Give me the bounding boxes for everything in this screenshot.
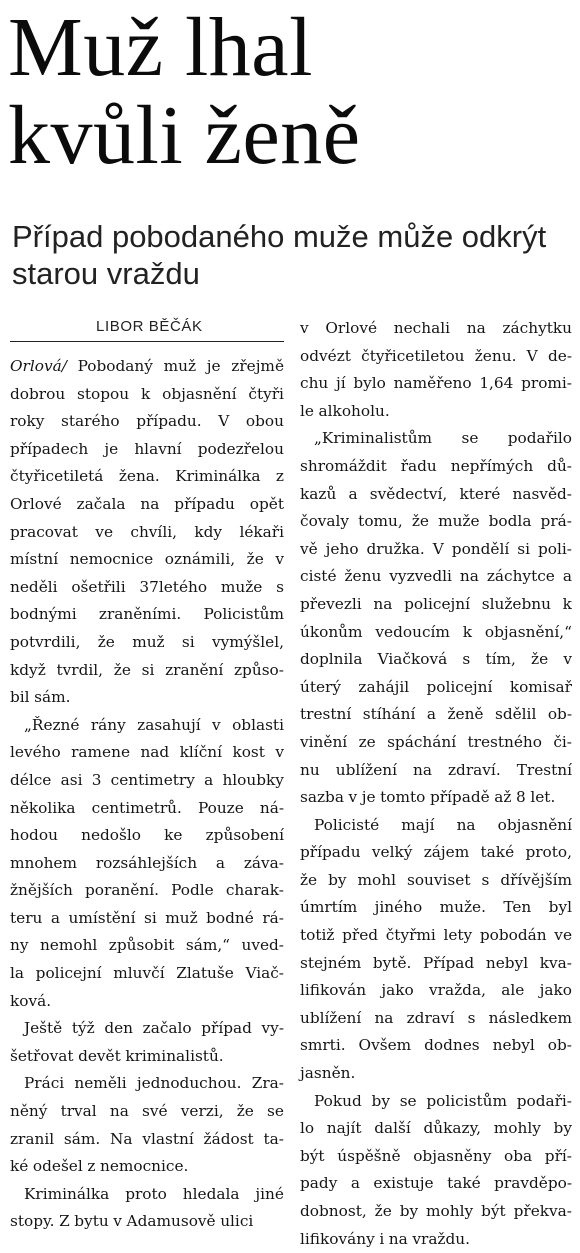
article-line: kazů a svědectví, které nasvěd- [300, 484, 572, 503]
article-line: v Orlové nechali na záchytku [300, 319, 572, 337]
article-line: Ještě týž den začalo případ vy- [24, 1019, 284, 1038]
article-line: cisté ženu vyzvedli na záchytce a [300, 567, 572, 586]
article-line: pracovat ve chvíli, kdy lékaři [10, 522, 284, 541]
article-line: odvézt čtyřicetiletou ženu. V de- [300, 346, 572, 365]
article-line: la policejní mluvčí Zlatuše Viač- [10, 964, 284, 983]
article-line: úterý zahájil policejní komisař [300, 677, 572, 696]
article-line: nu ublížení na zdraví. Trestní [300, 760, 572, 779]
article-line: místní nemocnice oznámili, že v [10, 550, 284, 569]
article-line: trestní stíhání a ženě sdělil ob- [300, 705, 572, 724]
article-line: ny nemohl způsobit sám,“ uved- [10, 936, 284, 955]
article-line: teru a umístění si muž bodné rá- [10, 908, 284, 927]
article-line: žnějších poranění. Podle charak- [10, 881, 284, 900]
article-line: Práci neměli jednoduchou. Zra- [24, 1074, 284, 1093]
article-line: délce asi 3 centimetry a hloubky [10, 770, 284, 789]
headline [8, 1, 568, 182]
article-line: chu jí bylo naměřeno 1,64 promi- [300, 374, 572, 393]
article-line: roky starého případu. V obou [10, 412, 284, 431]
article-line: Orlová/ Pobodaný muž je zřejmě [10, 353, 284, 381]
dateline: Orlová/ [10, 357, 67, 375]
article-line: bodnými zraněními. Policistům [10, 605, 284, 624]
article-line: úmrtím jiného muže. Ten byl [300, 898, 572, 917]
article-column-right [300, 315, 572, 1253]
article-line: několika centimetrů. Pouze ná- [10, 798, 284, 817]
headline-line: Muž lhal [8, 1, 313, 94]
article-line: dobrou stopou k objasnění čtyři [10, 384, 284, 403]
article-line: ublížení na zdraví s následkem [300, 1008, 572, 1027]
article-line: levého ramene nad klíční kost v [10, 743, 284, 762]
article-line: ková. [10, 991, 52, 1010]
article-line: šetřovat devět kriminalistů. [10, 1046, 224, 1065]
article-line: stejném bytě. Případ nebyl kva- [300, 953, 572, 972]
article-line: Policisté mají na objasnění [314, 815, 572, 834]
article-line: dobnost, že by mohly být překva- [300, 1202, 572, 1220]
article-line: vě jeho družka. V pondělí si poli- [300, 539, 572, 558]
article-line: případech je hlavní podezřelou [10, 439, 284, 458]
article-line: jasněn. [300, 1064, 356, 1083]
article-line: Orlové začala na případu opět [10, 494, 284, 513]
article-line: neděli ošetřili 37letého muže s [10, 577, 284, 596]
article-line: shromáždit řadu nepřímých dů- [300, 456, 572, 475]
article-line: smrti. Ovšem dodnes nebyl ob- [300, 1036, 572, 1055]
subheadline-line: Případ pobodaného muže může odkrýt [12, 219, 547, 254]
article-line: když tvrdil, že si zranění způso- [10, 660, 284, 679]
article-line: le alkoholu. [300, 401, 390, 420]
article-line: potvrdili, že muž si vymýšlel, [10, 632, 284, 651]
article-line: mnohem rozsáhlejších a záva- [10, 853, 284, 872]
subheadline [12, 218, 572, 292]
article-line: úkonům vedoucím k objasnění,“ [300, 622, 572, 641]
article-line: totiž před čtyřmi lety pobodán ve [300, 926, 572, 945]
subheadline-line: starou vraždu [12, 256, 200, 291]
article-line: „Kriminalistům se podařilo [314, 429, 572, 448]
article-line: Pokud by se policistům podaři- [314, 1091, 572, 1110]
article-line: pady a existuje také pravděpo- [300, 1174, 572, 1193]
article-line: něný trval na své verzi, že se [10, 1102, 284, 1121]
article-column-left [10, 353, 284, 1236]
article-line: bil sám. [10, 688, 71, 707]
byline-divider [10, 341, 284, 342]
article-line: vinění ze spáchání trestného či- [300, 732, 572, 751]
article-line: Kriminálka proto hledala jiné [24, 1184, 284, 1203]
article-line: hodou nedošlo ke způsobení [10, 826, 284, 845]
article-line: sazba v je tomto případě až 8 let. [300, 788, 556, 807]
article-line: lifikovány i na vraždu. [300, 1229, 470, 1248]
byline: LIBOR BĚČÁK [96, 318, 203, 335]
article-line: zranil sám. Na vlastní žádost ta- [10, 1129, 284, 1148]
article-line: že by mohl souviset s dřívějším [300, 870, 572, 889]
headline-line: kvůli ženě [8, 89, 361, 182]
article-line: převezli na policejní služebnu k [300, 594, 572, 613]
article-line: ké odešel z nemocnice. [10, 1157, 189, 1176]
article-line: doplnila Viačková s tím, že v [300, 650, 572, 669]
article-line: čovaly tomu, že muže bodla prá- [300, 512, 572, 531]
article-line: lifikován jako vražda, ale jako [300, 981, 572, 1000]
article-line: čtyřicetiletá žena. Kriminálka z [10, 467, 284, 486]
article-line: lo najít další důkazy, mohly by [300, 1119, 572, 1138]
article-line: stopy. Z bytu v Adamusově ulici [10, 1212, 254, 1231]
article-line: případu velký zájem také proto, [300, 843, 572, 862]
article-line: „Řezné rány zasahují v oblasti [24, 715, 284, 734]
article-line: být úspěšně objasněny oba pří- [300, 1146, 572, 1165]
